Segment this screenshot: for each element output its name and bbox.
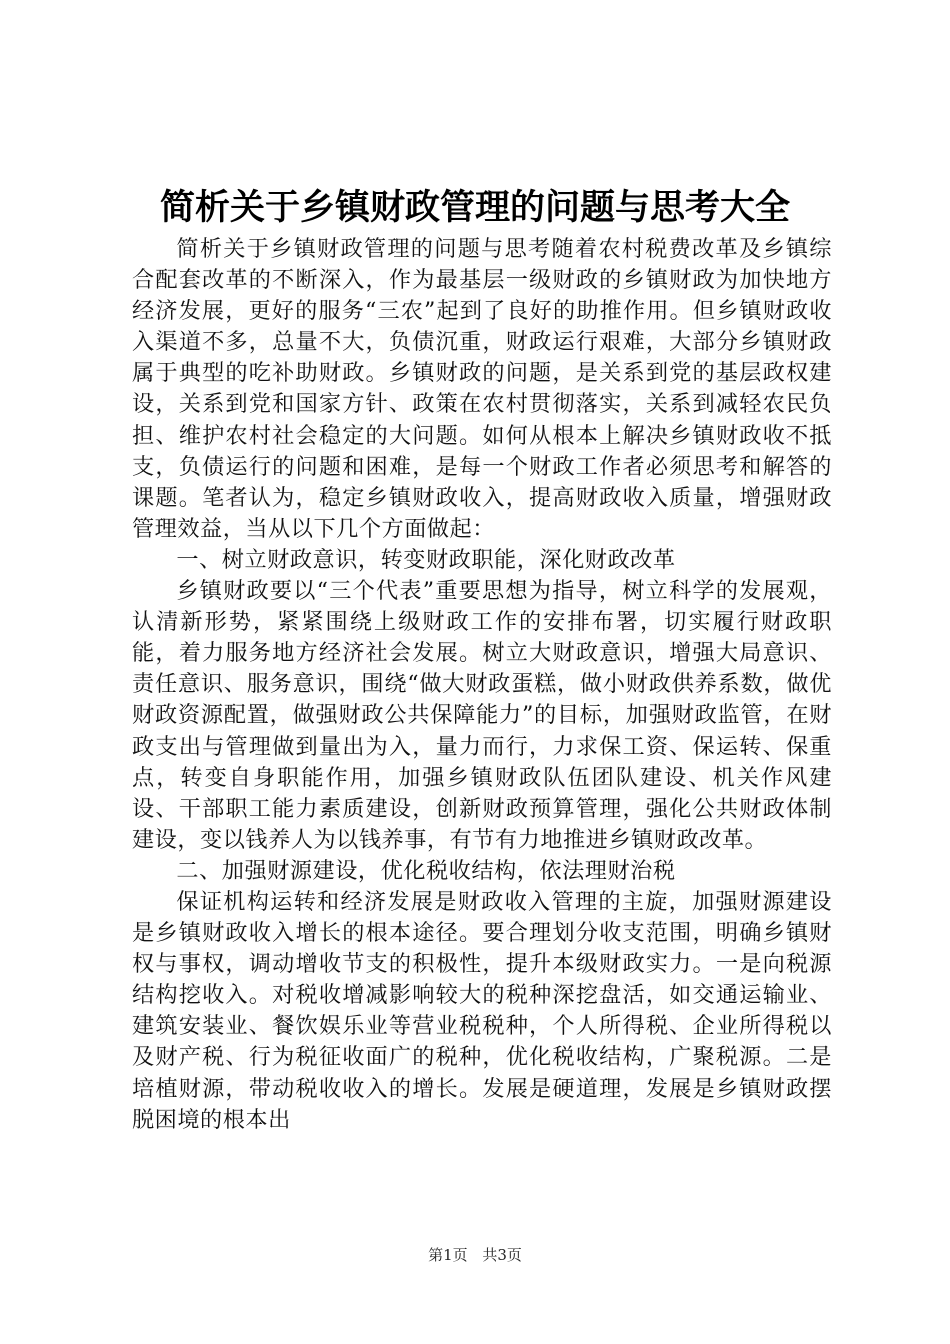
page-number: 第1页 bbox=[428, 1246, 468, 1264]
section-heading-2: 二、加强财源建设，优化税收结构，依法理财治税 bbox=[176, 857, 676, 884]
section-heading-1: 一、树立财政意识，转变财政职能，深化财政改革 bbox=[176, 546, 676, 573]
page-total: 共3页 bbox=[482, 1246, 522, 1264]
paragraph-section-2: 保证机构运转和经济发展是财政收入管理的主旋，加强财源建设是乡镇财政收入增长的根本途径。要合理划分收支范围，明确乡镇财权与事权，调动增收节支的积极性，提升本级财政实力。一是向税源结构挖收入。对税收增减影响较大的税种深挖盘活，如交通运输业、建筑安装业、餐饮娱乐业等营业税税种，个人所得税、企业所得税以及财产税、行为税征收面广的税种，优化税收结构，广聚税源。二是培植财源，带动税收收入的增长。发展是硬道理，发展是乡镇财政摆脱困境的根本出 bbox=[132, 888, 832, 1133]
page-footer bbox=[0, 1245, 950, 1265]
document-title: 简析关于乡镇财政管理的问题与思考大全 bbox=[159, 188, 790, 228]
document-body bbox=[132, 234, 832, 1136]
paragraph-section-1: 乡镇财政要以“三个代表”重要思想为指导，树立科学的发展观，认清新形势，紧紧围绕上级财政工作的安排布署，切实履行财政职能，着力服务地方经济社会发展。树立大财政意识，增强大局意识、责任意识、服务意识，围绕“做大财政蛋糕，做小财政供养系数，做优财政资源配置，做强财政公共保障能力”的目标，加强财政监管，在财政支出与管理做到量出为入，量力而行，力求保工资、保运转、保重点，转变自身职能作用，加强乡镇财政队伍团队建设、机关作风建设、干部职工能力素质建设，创新财政预算管理，强化公共财政体制建设，变以钱养人为以钱养事，有节有力地推进乡镇财政改革。 bbox=[132, 578, 832, 853]
paragraph-intro: 简析关于乡镇财政管理的问题与思考随着农村税费改革及乡镇综合配套改革的不断深入，作为最基层一级财政的乡镇财政为加快地方经济发展，更好的服务“三农”起到了良好的助推作用。但乡镇财政收入渠道不多，总量不大，负债沉重，财政运行艰难，大部分乡镇财政属于典型的吃补助财政。乡镇财政的问题，是关系到党的基层政权建设，关系到党和国家方针、政策在农村贯彻落实，关系到减轻农民负担、维护农村社会稳定的大问题。如何从根本上解决乡镇财政收不抵支，负债运行的问题和困难，是每一个财政工作者必须思考和解答的课题。笔者认为，稳定乡镇财政收入，提高财政收入质量，增强财政管理效益，当从以下几个方面做起： bbox=[132, 236, 832, 542]
